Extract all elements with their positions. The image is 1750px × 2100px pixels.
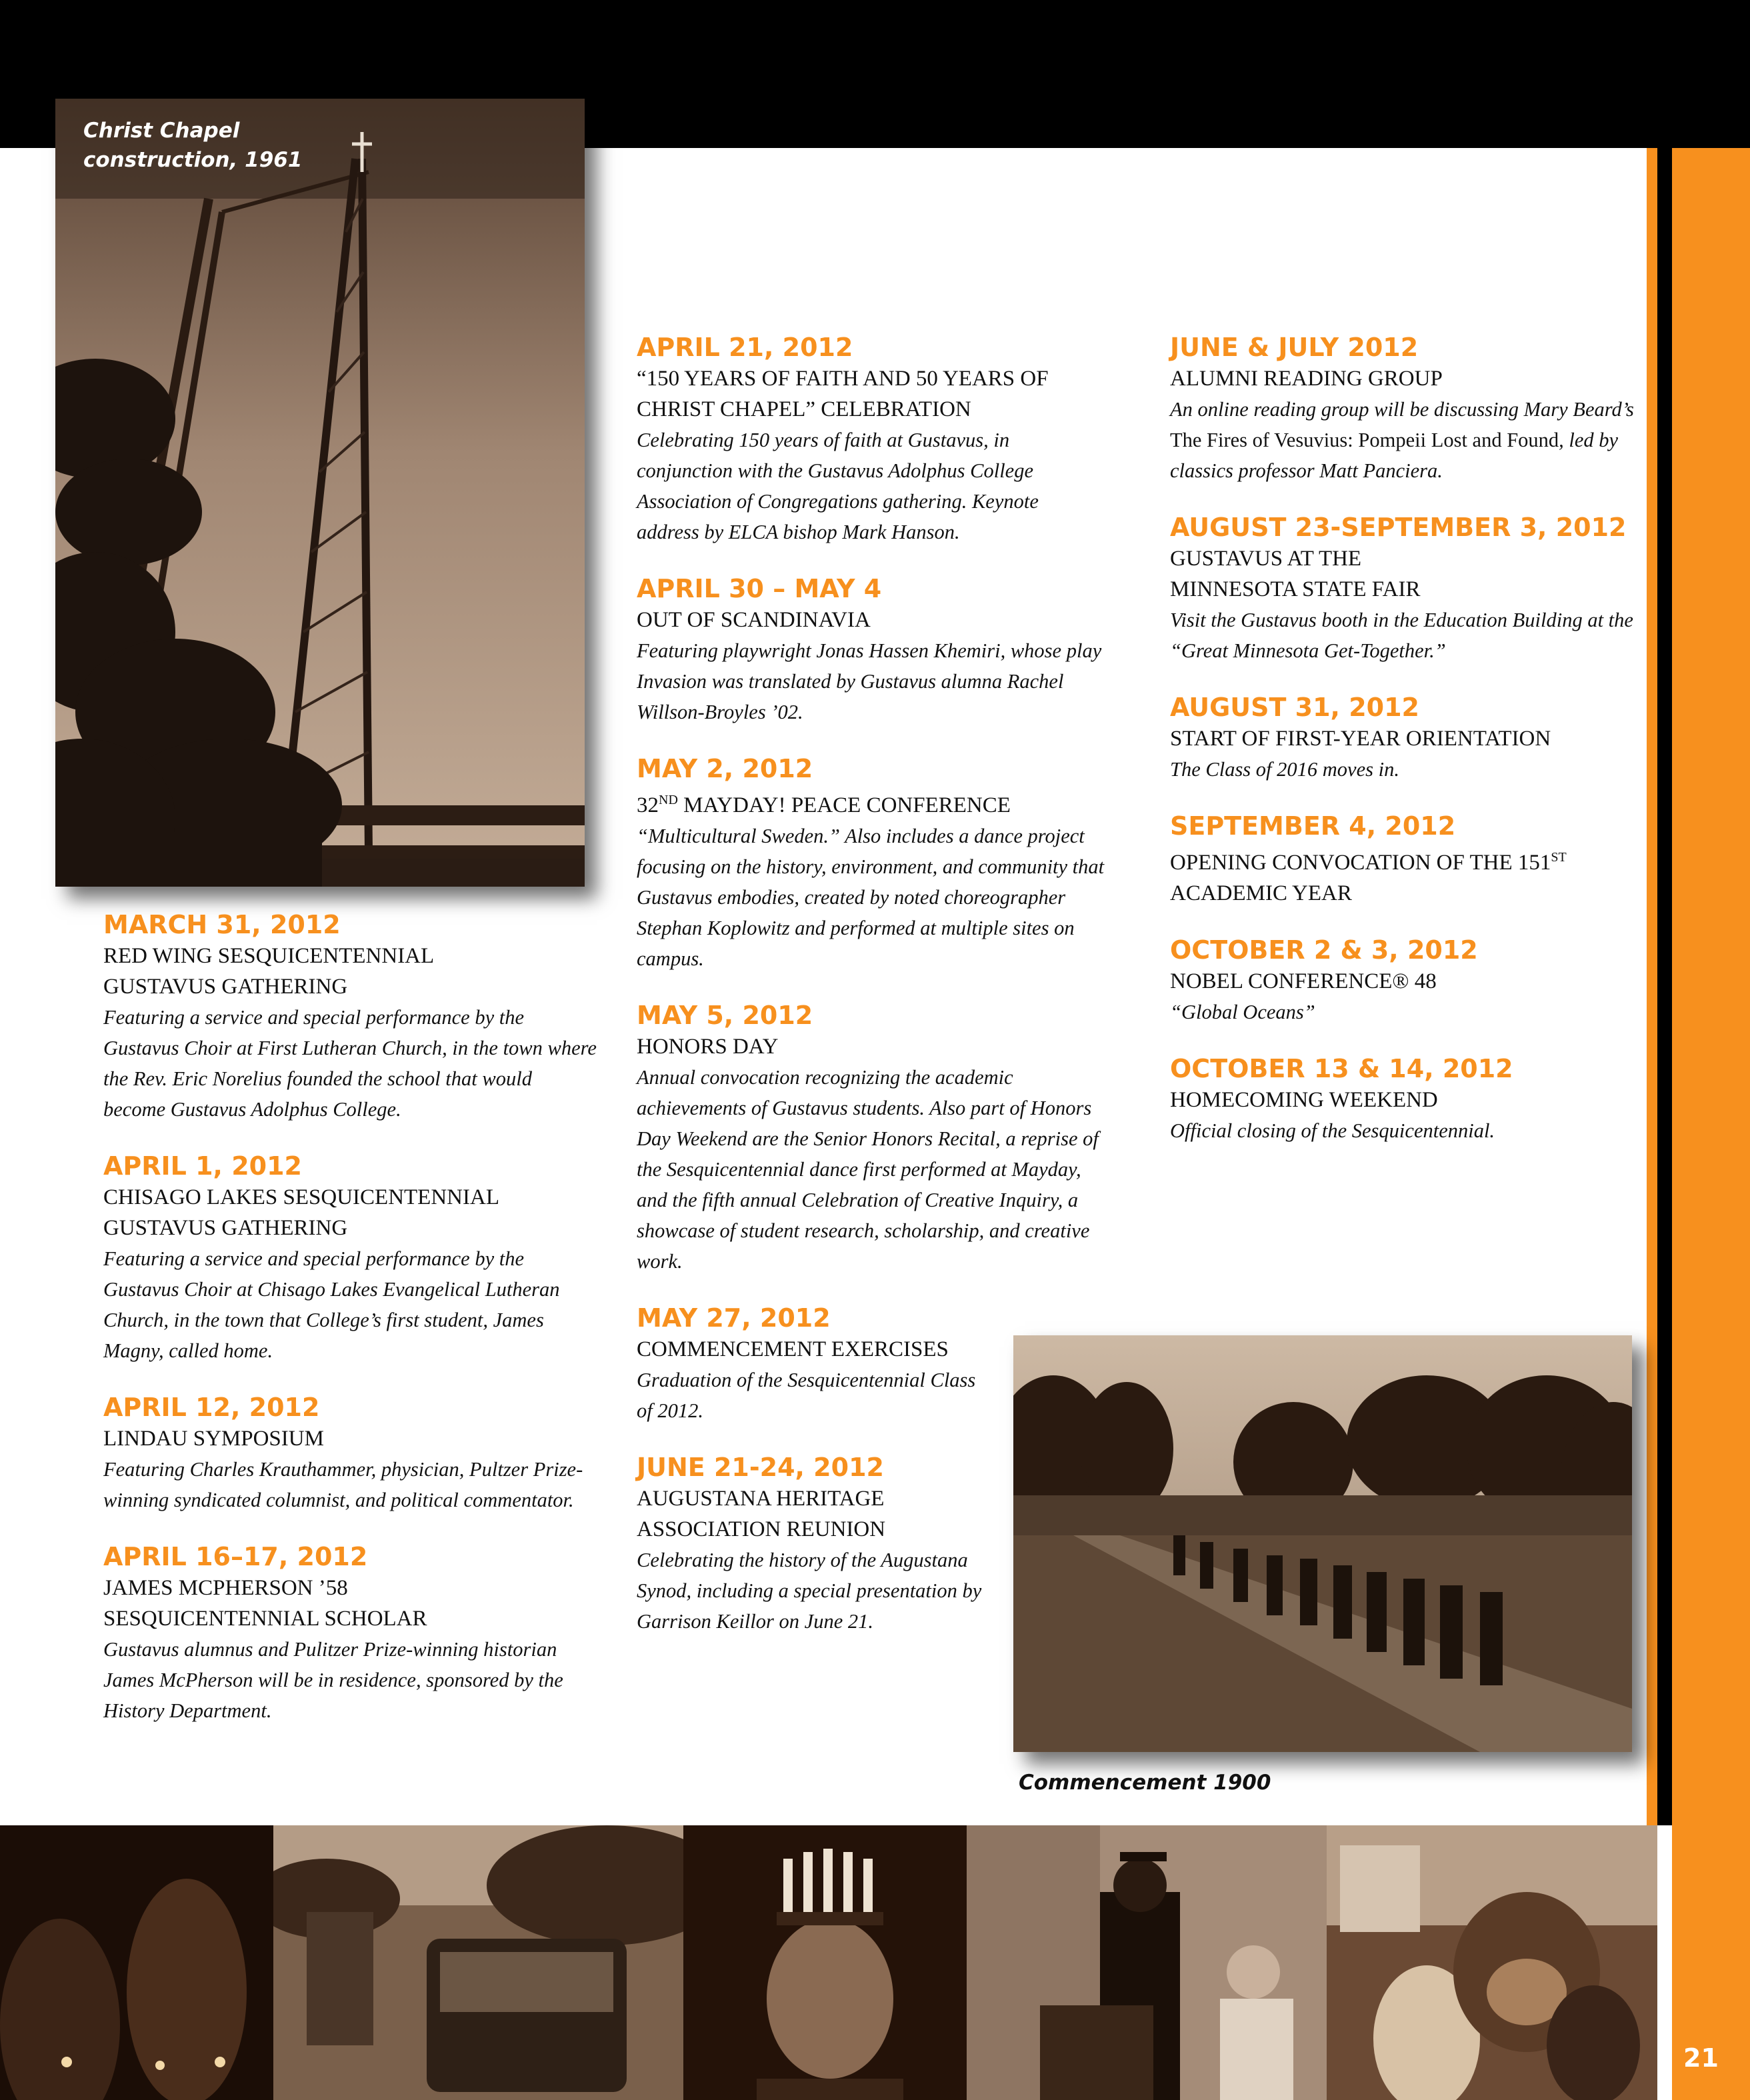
ordinal-suffix: ST	[1551, 850, 1567, 865]
bottom-photo-strip	[0, 1825, 1657, 2100]
event-item	[1170, 331, 1650, 486]
event-item	[103, 909, 597, 1125]
event-description-text: , led by classics professor Matt Panciera.	[1170, 429, 1619, 482]
side-orange-bar	[1672, 148, 1750, 2100]
events-column-3	[1170, 331, 1650, 1171]
event-description: Annual convocation recognizing the academic achievements of Gustavus students. Also part of Honors Day Weekend are the Senior Honors Recital, a reprise of the Sesquicentennial dance first performed at Mayday, and the fifth annual Celebration of Creative Inquiry, a showcase of student research, scholarship, and creative work.	[637, 1066, 1099, 1273]
graduation-speech-photo	[967, 1825, 1327, 2100]
event-date: MAY 5, 2012	[637, 1001, 813, 1030]
commencement-photo	[1013, 1335, 1632, 1752]
book-title: The Fires of Vesuvius: Pompeii Lost and Found	[1170, 429, 1559, 451]
ordinal-number: 32	[637, 793, 659, 817]
event-title: RED WING SESQUICENTENNIAL GUSTAVUS GATHERING	[103, 944, 433, 999]
event-item	[637, 753, 1123, 974]
event-date: MARCH 31, 2012	[103, 910, 341, 939]
event-title	[1170, 842, 1650, 909]
event-date: APRIL 16–17, 2012	[103, 1542, 368, 1571]
event-title: AUGUSTANA HERITAGE ASSOCIATION REUNION	[637, 1487, 886, 1541]
lucia-photo	[683, 1825, 967, 2100]
event-item	[103, 1391, 597, 1515]
event-date: APRIL 12, 2012	[103, 1393, 320, 1422]
event-date: SEPTEMBER 4, 2012	[1170, 811, 1456, 841]
event-description: “Global Oceans”	[1170, 1001, 1315, 1023]
event-title: “150 YEARS OF FAITH AND 50 YEARS OF CHRIST CHAPEL” CELEBRATION	[637, 367, 1049, 421]
event-title: START OF FIRST-YEAR ORIENTATION	[1170, 727, 1551, 751]
event-item	[637, 999, 1123, 1277]
event-item	[1170, 511, 1650, 666]
event-date: OCTOBER 2 & 3, 2012	[1170, 935, 1478, 965]
event-description: Featuring a service and special performance by the Gustavus Choir at First Lutheran Church, in the town where the Rev. Eric Norelius founded the school that would become Gustavus Adolphus College.	[103, 1006, 597, 1121]
event-description-text: An online reading group will be discussing Mary Beard’s	[1170, 398, 1634, 421]
event-date: MAY 2, 2012	[637, 754, 813, 783]
event-description: “Multicultural Sweden.” Also includes a dance project focusing on the history, environment, and community that Gustavus embodies, created by noted choreographer Stephan Koplowitz and performed at multiple sites on campus.	[637, 825, 1105, 970]
event-description: Celebrating the history of the Augustana Synod, including a special presentation by Garrison Keillor on June 21.	[637, 1549, 982, 1633]
chapel-caption: Christ Chapel construction, 1961	[83, 119, 303, 172]
side-black-stripe	[1657, 148, 1672, 1825]
event-date: APRIL 1, 2012	[103, 1151, 302, 1181]
event-description: Gustavus alumnus and Pulitzer Prize-winning historian James McPherson will be in residence, sponsored by the History Department.	[103, 1638, 563, 1722]
event-title: CHISAGO LAKES SESQUICENTENNIAL GUSTAVUS GATHERING	[103, 1185, 499, 1240]
event-title-text: ACADEMIC YEAR	[1170, 881, 1352, 905]
event-title: OUT OF SCANDINAVIA	[637, 608, 871, 632]
chapel-construction-photo	[55, 99, 585, 887]
event-title: HOMECOMING WEEKEND	[1170, 1088, 1438, 1112]
events-column-1	[103, 909, 597, 1751]
event-title: JAMES MCPHERSON ’58 SESQUICENTENNIAL SCHOLAR	[103, 1576, 427, 1631]
page-number: 21	[1683, 2043, 1719, 2073]
event-item	[637, 331, 1123, 547]
event-item	[1170, 691, 1650, 785]
mascot-photo	[1327, 1825, 1657, 2100]
event-date: MAY 27, 2012	[637, 1303, 831, 1333]
car-photo	[273, 1825, 683, 2100]
event-date: AUGUST 31, 2012	[1170, 693, 1419, 722]
event-item	[1170, 1053, 1650, 1146]
event-description: Featuring Charles Krauthammer, physician, Pultzer Prize-winning syndicated columnist, and political commentator.	[103, 1458, 583, 1511]
event-item	[1170, 934, 1650, 1027]
event-item	[103, 1150, 597, 1366]
event-description: Celebrating 150 years of faith at Gustavus, in conjunction with the Gustavus Adolphus College Association of Congregations gathering. Keynote address by ELCA bishop Mark Hanson.	[637, 429, 1039, 543]
event-description	[1170, 394, 1637, 486]
event-date: JUNE 21-24, 2012	[637, 1453, 884, 1482]
ordinal-suffix: ND	[659, 793, 678, 807]
event-title: GUSTAVUS AT THE MINNESOTA STATE FAIR	[1170, 547, 1421, 601]
event-description: The Class of 2016 moves in.	[1170, 758, 1399, 781]
candlelight-photo	[0, 1825, 273, 2100]
event-title	[637, 785, 1123, 821]
event-description: Featuring a service and special performance by the Gustavus Choir at Chisago Lakes Evangelical Lutheran Church, in the town that College’s first student, James Magny, called home.	[103, 1247, 560, 1362]
event-title: LINDAU SYMPOSIUM	[103, 1427, 324, 1451]
event-title-text: MAYDAY! PEACE CONFERENCE	[677, 793, 1011, 817]
event-item	[103, 1541, 597, 1726]
event-date: OCTOBER 13 & 14, 2012	[1170, 1054, 1513, 1083]
event-date: APRIL 21, 2012	[637, 333, 853, 362]
event-description: Graduation of the Sesquicentennial Class of 2012.	[637, 1369, 976, 1422]
event-description: Visit the Gustavus booth in the Education Building at the “Great Minnesota Get-Together.”	[1170, 609, 1633, 662]
event-title: NOBEL CONFERENCE® 48	[1170, 969, 1437, 993]
event-title: COMMENCEMENT EXERCISES	[637, 1337, 949, 1361]
event-date: APRIL 30 – MAY 4	[637, 574, 882, 603]
commencement-caption: Commencement 1900	[1019, 1771, 1271, 1795]
event-date: JUNE & JULY 2012	[1170, 333, 1419, 362]
event-item	[1170, 810, 1650, 909]
event-title-text: OPENING CONVOCATION OF THE 151	[1170, 851, 1551, 875]
event-date: AUGUST 23-SEPTEMBER 3, 2012	[1170, 513, 1627, 542]
event-item	[637, 573, 1123, 727]
event-description: Official closing of the Sesquicentennial.	[1170, 1119, 1495, 1142]
event-title: ALUMNI READING GROUP	[1170, 367, 1443, 391]
event-title: HONORS DAY	[637, 1035, 779, 1059]
event-description: Featuring playwright Jonas Hassen Khemiri, whose play Invasion was translated by Gustavus alumna Rachel Willson-Broyles ’02.	[637, 639, 1102, 723]
